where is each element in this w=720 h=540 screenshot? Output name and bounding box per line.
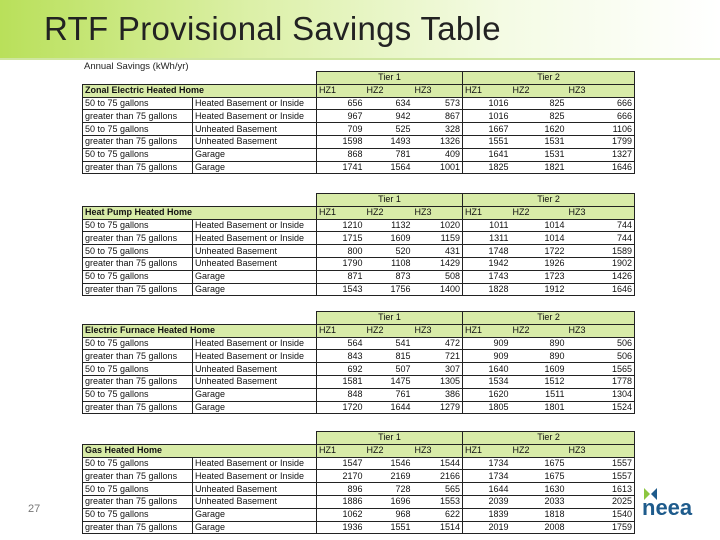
neea-logo — [640, 484, 702, 518]
savings-value-cell: 1620 — [511, 123, 567, 136]
zone-header: HZ2 — [511, 444, 567, 457]
savings-value-cell: 1821 — [511, 161, 567, 174]
savings-table — [82, 431, 635, 534]
page-number: 27 — [28, 503, 41, 515]
savings-value-cell: 1936 — [317, 521, 365, 534]
zone-header: HZ1 — [317, 324, 365, 337]
savings-value-cell: 1675 — [511, 470, 567, 483]
tank-size-cell: 50 to 75 gallons — [83, 148, 193, 161]
savings-value-cell: 1551 — [365, 521, 413, 534]
savings-value-cell: 1565 — [567, 363, 635, 376]
tank-size-cell: greater than 75 gallons — [83, 135, 193, 148]
savings-value-cell: 1531 — [511, 135, 567, 148]
savings-value-cell: 1547 — [317, 457, 365, 470]
install-location-cell: Heated Basement or Inside — [193, 350, 317, 363]
tier-header: Tier 2 — [463, 432, 635, 445]
tank-size-cell: 50 to 75 gallons — [83, 337, 193, 350]
savings-value-cell: 1646 — [567, 161, 635, 174]
savings-value-cell: 1564 — [365, 161, 413, 174]
savings-value-cell: 1723 — [511, 270, 567, 283]
tier-header: Tier 2 — [463, 72, 635, 85]
install-location-cell: Unheated Basement — [193, 375, 317, 388]
savings-value-cell: 1644 — [463, 483, 511, 496]
zone-header: HZ2 — [365, 206, 413, 219]
savings-value-cell: 1646 — [567, 283, 635, 296]
table-row — [83, 135, 635, 148]
savings-value-cell: 1429 — [413, 257, 463, 270]
savings-value-cell: 1511 — [511, 388, 567, 401]
savings-value-cell: 1640 — [463, 363, 511, 376]
logo-wordmark: neea — [642, 495, 693, 518]
savings-value-cell: 848 — [317, 388, 365, 401]
table-row — [83, 337, 635, 350]
zone-header: HZ3 — [567, 324, 635, 337]
install-location-cell: Garage — [193, 270, 317, 283]
savings-value-cell: 1942 — [463, 257, 511, 270]
install-location-cell: Heated Basement or Inside — [193, 470, 317, 483]
tank-size-cell: greater than 75 gallons — [83, 283, 193, 296]
savings-value-cell: 871 — [317, 270, 365, 283]
install-location-cell: Heated Basement or Inside — [193, 97, 317, 110]
savings-value-cell: 1311 — [463, 232, 511, 245]
savings-value-cell: 909 — [463, 337, 511, 350]
table-caption: Annual Savings (kWh/yr) — [84, 61, 189, 72]
install-location-cell: Heated Basement or Inside — [193, 232, 317, 245]
install-location-cell: Unheated Basement — [193, 363, 317, 376]
savings-table — [82, 71, 635, 174]
tank-size-cell: 50 to 75 gallons — [83, 457, 193, 470]
savings-value-cell: 1534 — [463, 375, 511, 388]
savings-value-cell: 1210 — [317, 219, 365, 232]
savings-value-cell: 386 — [413, 388, 463, 401]
tank-size-cell: 50 to 75 gallons — [83, 388, 193, 401]
savings-value-cell: 1734 — [463, 470, 511, 483]
savings-value-cell: 656 — [317, 97, 365, 110]
savings-value-cell: 1557 — [567, 470, 635, 483]
savings-value-cell: 541 — [365, 337, 413, 350]
savings-value-cell: 1557 — [567, 457, 635, 470]
install-location-cell: Unheated Basement — [193, 483, 317, 496]
savings-value-cell: 2025 — [567, 495, 635, 508]
savings-value-cell: 1327 — [567, 148, 635, 161]
savings-value-cell: 1326 — [413, 135, 463, 148]
zone-header: HZ2 — [511, 206, 567, 219]
table-row — [83, 457, 635, 470]
table-row — [83, 401, 635, 414]
tank-size-cell: 50 to 75 gallons — [83, 508, 193, 521]
savings-table — [82, 311, 635, 414]
zone-header: HZ2 — [365, 84, 413, 97]
savings-value-cell: 508 — [413, 270, 463, 283]
savings-value-cell: 1748 — [463, 245, 511, 258]
tier-header: Tier 1 — [317, 194, 463, 207]
savings-value-cell: 1304 — [567, 388, 635, 401]
install-location-cell: Garage — [193, 283, 317, 296]
savings-value-cell: 1912 — [511, 283, 567, 296]
savings-value-cell: 1132 — [365, 219, 413, 232]
tank-size-cell: 50 to 75 gallons — [83, 363, 193, 376]
tier-header: Tier 1 — [317, 72, 463, 85]
savings-value-cell: 472 — [413, 337, 463, 350]
section-heading: Electric Furnace Heated Home — [83, 324, 317, 337]
savings-value-cell: 409 — [413, 148, 463, 161]
savings-value-cell: 868 — [317, 148, 365, 161]
savings-value-cell: 709 — [317, 123, 365, 136]
install-location-cell: Garage — [193, 521, 317, 534]
savings-value-cell: 890 — [511, 350, 567, 363]
table-row — [83, 508, 635, 521]
savings-value-cell: 1014 — [511, 219, 567, 232]
savings-value-cell: 622 — [413, 508, 463, 521]
savings-value-cell: 2039 — [463, 495, 511, 508]
zone-header: HZ2 — [365, 324, 413, 337]
savings-value-cell: 1400 — [413, 283, 463, 296]
savings-value-cell: 2169 — [365, 470, 413, 483]
tank-size-cell: greater than 75 gallons — [83, 521, 193, 534]
savings-value-cell: 525 — [365, 123, 413, 136]
savings-value-cell: 1805 — [463, 401, 511, 414]
savings-value-cell: 1493 — [365, 135, 413, 148]
tank-size-cell: 50 to 75 gallons — [83, 219, 193, 232]
zone-header: HZ1 — [463, 84, 511, 97]
slide-title: RTF Provisional Savings Table — [44, 10, 501, 47]
savings-value-cell: 692 — [317, 363, 365, 376]
savings-value-cell: 565 — [413, 483, 463, 496]
table-row — [83, 245, 635, 258]
install-location-cell: Unheated Basement — [193, 135, 317, 148]
savings-value-cell: 843 — [317, 350, 365, 363]
table-row — [83, 110, 635, 123]
savings-value-cell: 1613 — [567, 483, 635, 496]
table-row — [83, 483, 635, 496]
savings-value-cell: 1581 — [317, 375, 365, 388]
savings-value-cell: 328 — [413, 123, 463, 136]
savings-value-cell: 1543 — [317, 283, 365, 296]
savings-value-cell: 1016 — [463, 97, 511, 110]
savings-value-cell: 1743 — [463, 270, 511, 283]
savings-value-cell: 1828 — [463, 283, 511, 296]
savings-value-cell: 1778 — [567, 375, 635, 388]
table-row — [83, 388, 635, 401]
savings-value-cell: 1630 — [511, 483, 567, 496]
savings-value-cell: 1062 — [317, 508, 365, 521]
savings-value-cell: 1475 — [365, 375, 413, 388]
tank-size-cell: greater than 75 gallons — [83, 495, 193, 508]
tier-header: Tier 1 — [317, 432, 463, 445]
section-heading: Zonal Electric Heated Home — [83, 84, 317, 97]
tank-size-cell: 50 to 75 gallons — [83, 270, 193, 283]
savings-value-cell: 1839 — [463, 508, 511, 521]
tank-size-cell: greater than 75 gallons — [83, 350, 193, 363]
tank-size-cell: greater than 75 gallons — [83, 257, 193, 270]
savings-value-cell: 781 — [365, 148, 413, 161]
savings-value-cell: 1715 — [317, 232, 365, 245]
savings-value-cell: 1886 — [317, 495, 365, 508]
table-row — [83, 350, 635, 363]
savings-value-cell: 2008 — [511, 521, 567, 534]
savings-value-cell: 1644 — [365, 401, 413, 414]
savings-value-cell: 1902 — [567, 257, 635, 270]
table-row — [83, 470, 635, 483]
savings-value-cell: 909 — [463, 350, 511, 363]
savings-value-cell: 744 — [567, 219, 635, 232]
savings-value-cell: 507 — [365, 363, 413, 376]
zone-header: HZ3 — [413, 444, 463, 457]
tank-size-cell: greater than 75 gallons — [83, 401, 193, 414]
savings-value-cell: 967 — [317, 110, 365, 123]
savings-value-cell: 1609 — [365, 232, 413, 245]
savings-value-cell: 1722 — [511, 245, 567, 258]
savings-value-cell: 1524 — [567, 401, 635, 414]
savings-value-cell: 307 — [413, 363, 463, 376]
table-row — [83, 219, 635, 232]
zone-header: HZ3 — [567, 444, 635, 457]
tank-size-cell: 50 to 75 gallons — [83, 483, 193, 496]
zone-header: HZ2 — [365, 444, 413, 457]
install-location-cell: Unheated Basement — [193, 257, 317, 270]
title-divider — [0, 58, 720, 60]
savings-value-cell: 1790 — [317, 257, 365, 270]
savings-value-cell: 2033 — [511, 495, 567, 508]
tank-size-cell: greater than 75 gallons — [83, 470, 193, 483]
savings-value-cell: 1512 — [511, 375, 567, 388]
install-location-cell: Garage — [193, 508, 317, 521]
tank-size-cell: greater than 75 gallons — [83, 375, 193, 388]
savings-value-cell: 761 — [365, 388, 413, 401]
install-location-cell: Garage — [193, 148, 317, 161]
zone-header: HZ2 — [511, 84, 567, 97]
zone-header: HZ3 — [413, 206, 463, 219]
savings-value-cell: 942 — [365, 110, 413, 123]
savings-value-cell: 721 — [413, 350, 463, 363]
table-row — [83, 363, 635, 376]
savings-value-cell: 1926 — [511, 257, 567, 270]
table-row — [83, 495, 635, 508]
savings-value-cell: 1108 — [365, 257, 413, 270]
tier-header: Tier 2 — [463, 312, 635, 325]
savings-value-cell: 1675 — [511, 457, 567, 470]
table-row — [83, 232, 635, 245]
install-location-cell: Garage — [193, 161, 317, 174]
section-heading: Gas Heated Home — [83, 444, 317, 457]
zone-header: HZ3 — [413, 84, 463, 97]
install-location-cell: Heated Basement or Inside — [193, 219, 317, 232]
savings-value-cell: 1001 — [413, 161, 463, 174]
install-location-cell: Heated Basement or Inside — [193, 110, 317, 123]
savings-value-cell: 506 — [567, 337, 635, 350]
savings-value-cell: 1801 — [511, 401, 567, 414]
zone-header: HZ3 — [567, 84, 635, 97]
savings-value-cell: 825 — [511, 97, 567, 110]
savings-value-cell: 800 — [317, 245, 365, 258]
table-row — [83, 270, 635, 283]
zone-header: HZ3 — [567, 206, 635, 219]
tank-size-cell: greater than 75 gallons — [83, 110, 193, 123]
savings-value-cell: 1531 — [511, 148, 567, 161]
savings-value-cell: 1825 — [463, 161, 511, 174]
savings-value-cell: 1720 — [317, 401, 365, 414]
table-row — [83, 161, 635, 174]
zone-header: HZ1 — [317, 84, 365, 97]
savings-value-cell: 1756 — [365, 283, 413, 296]
savings-value-cell: 506 — [567, 350, 635, 363]
savings-value-cell: 1741 — [317, 161, 365, 174]
tier-header: Tier 1 — [317, 312, 463, 325]
savings-value-cell: 2019 — [463, 521, 511, 534]
savings-value-cell: 1011 — [463, 219, 511, 232]
savings-value-cell: 1551 — [463, 135, 511, 148]
section-heading: Heat Pump Heated Home — [83, 206, 317, 219]
savings-value-cell: 1620 — [463, 388, 511, 401]
savings-value-cell: 1305 — [413, 375, 463, 388]
zone-header: HZ1 — [317, 206, 365, 219]
savings-value-cell: 520 — [365, 245, 413, 258]
savings-value-cell: 1696 — [365, 495, 413, 508]
savings-value-cell: 573 — [413, 97, 463, 110]
tank-size-cell: 50 to 75 gallons — [83, 245, 193, 258]
savings-value-cell: 2166 — [413, 470, 463, 483]
savings-value-cell: 1016 — [463, 110, 511, 123]
install-location-cell: Unheated Basement — [193, 495, 317, 508]
zone-header: HZ2 — [511, 324, 567, 337]
install-location-cell: Heated Basement or Inside — [193, 337, 317, 350]
savings-value-cell: 815 — [365, 350, 413, 363]
savings-value-cell: 2170 — [317, 470, 365, 483]
savings-value-cell: 431 — [413, 245, 463, 258]
tank-size-cell: greater than 75 gallons — [83, 161, 193, 174]
savings-value-cell: 564 — [317, 337, 365, 350]
savings-value-cell: 1159 — [413, 232, 463, 245]
savings-value-cell: 1546 — [365, 457, 413, 470]
zone-header: HZ1 — [463, 444, 511, 457]
table-row — [83, 148, 635, 161]
tank-size-cell: greater than 75 gallons — [83, 232, 193, 245]
tier-header: Tier 2 — [463, 194, 635, 207]
savings-value-cell: 1014 — [511, 232, 567, 245]
savings-value-cell: 728 — [365, 483, 413, 496]
table-row — [83, 521, 635, 534]
zone-header: HZ1 — [463, 206, 511, 219]
savings-value-cell: 1598 — [317, 135, 365, 148]
savings-value-cell: 744 — [567, 232, 635, 245]
install-location-cell: Garage — [193, 388, 317, 401]
savings-value-cell: 1106 — [567, 123, 635, 136]
savings-value-cell: 1426 — [567, 270, 635, 283]
zone-header: HZ3 — [413, 324, 463, 337]
savings-value-cell: 890 — [511, 337, 567, 350]
zone-header: HZ1 — [317, 444, 365, 457]
install-location-cell: Unheated Basement — [193, 123, 317, 136]
tank-size-cell: 50 to 75 gallons — [83, 97, 193, 110]
savings-value-cell: 1799 — [567, 135, 635, 148]
install-location-cell: Garage — [193, 401, 317, 414]
savings-value-cell: 1818 — [511, 508, 567, 521]
savings-value-cell: 1540 — [567, 508, 635, 521]
table-row — [83, 257, 635, 270]
table-row — [83, 123, 635, 136]
savings-value-cell: 666 — [567, 110, 635, 123]
table-row — [83, 375, 635, 388]
savings-value-cell: 1759 — [567, 521, 635, 534]
savings-table — [82, 193, 635, 296]
install-location-cell: Heated Basement or Inside — [193, 457, 317, 470]
table-row — [83, 283, 635, 296]
savings-value-cell: 1544 — [413, 457, 463, 470]
savings-value-cell: 666 — [567, 97, 635, 110]
savings-value-cell: 1514 — [413, 521, 463, 534]
savings-value-cell: 1609 — [511, 363, 567, 376]
savings-value-cell: 873 — [365, 270, 413, 283]
savings-value-cell: 1667 — [463, 123, 511, 136]
savings-value-cell: 867 — [413, 110, 463, 123]
savings-value-cell: 1589 — [567, 245, 635, 258]
savings-value-cell: 1734 — [463, 457, 511, 470]
table-row — [83, 97, 635, 110]
tank-size-cell: 50 to 75 gallons — [83, 123, 193, 136]
savings-value-cell: 968 — [365, 508, 413, 521]
install-location-cell: Unheated Basement — [193, 245, 317, 258]
savings-value-cell: 1279 — [413, 401, 463, 414]
savings-value-cell: 1641 — [463, 148, 511, 161]
savings-value-cell: 825 — [511, 110, 567, 123]
savings-value-cell: 1553 — [413, 495, 463, 508]
zone-header: HZ1 — [463, 324, 511, 337]
savings-value-cell: 1020 — [413, 219, 463, 232]
savings-value-cell: 896 — [317, 483, 365, 496]
savings-value-cell: 634 — [365, 97, 413, 110]
